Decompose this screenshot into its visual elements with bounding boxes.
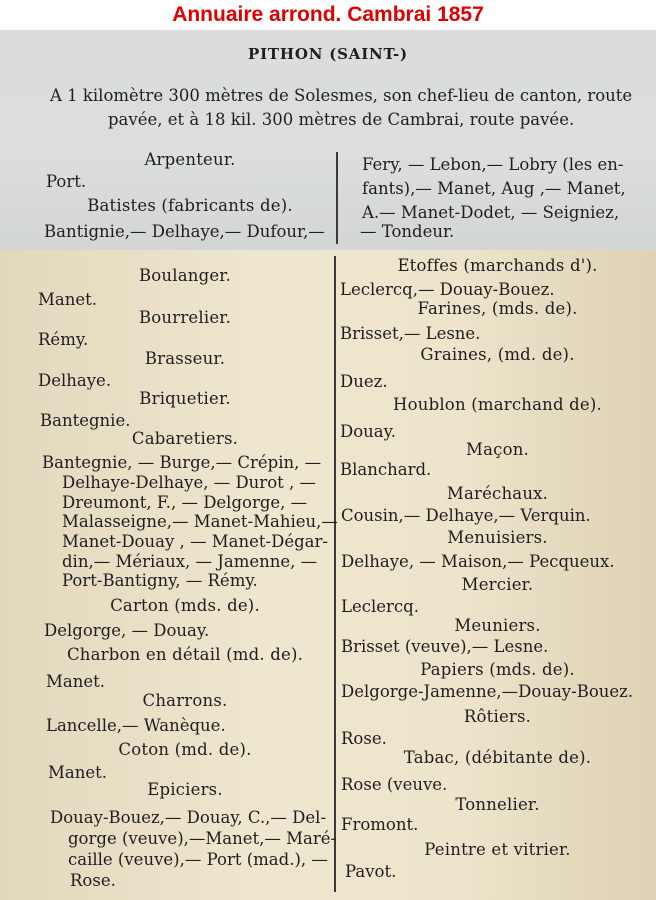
heading-charrons: Charrons. [142,691,228,710]
entry-rotiers: Rose. [341,729,387,748]
top-clipping [0,30,656,250]
entry-boulanger: Manet. [38,290,97,309]
entry-menuisiers: Delhaye, — Maison,— Pecqueux. [341,552,615,571]
heading-arpenteur: Arpenteur. [144,150,236,169]
heading-tonnelier: Tonnelier. [455,795,540,814]
entry-cabaretiers-7: Port-Bantigny, — Rémy. [62,571,258,590]
intro-line-2: pavée, et à 18 kil. 300 mètres de Cambrai, route pavée. [108,110,575,129]
entry-cabaretiers-5: Manet-Douay , — Manet-Dégar- [62,532,328,551]
entry-arpenteur: Port. [46,172,87,191]
heading-peintre: Peintre et vitrier. [424,840,571,859]
heading-cabaretiers: Cabaretiers. [131,429,239,448]
intro-line-1: A 1 kilomètre 300 mètres de Solesmes, son chef-lieu de canton, route [50,86,633,105]
entry-brasseur: Delhaye. [38,371,112,390]
entry-epiciers-4: Rose. [70,871,116,890]
entry-batistes-3: fants),— Manet, Aug ,— Manet, [362,179,626,198]
entry-cabaretiers-1: Bantegnie, — Burge,— Crépin, — [42,453,322,472]
entry-macon: Blanchard. [340,460,432,479]
entry-epiciers-1: Douay-Bouez,— Douay, C.,— Del- [50,808,327,827]
heading-bourrelier: Bourrelier. [138,308,232,327]
entry-etoffes: Leclercq,— Douay-Bouez. [340,280,555,299]
heading-houblon: Houblon (marchand de). [393,395,602,414]
bottom-clipping [0,250,656,900]
heading-graines: Graines, (md. de). [420,345,575,364]
heading-marechaux: Maréchaux. [446,484,549,503]
entry-charrons: Lancelle,— Wanèque. [46,716,226,735]
heading-coton: Coton (md. de). [118,740,252,759]
heading-macon: Maçon. [466,440,529,459]
entry-cabaretiers-6: din,— Mériaux, — Jamenne, — [62,552,318,571]
entry-tabac: Rose (veuve. [341,775,448,794]
entry-batistes-4: A.— Manet-Dodet, — Seigniez, [362,203,620,222]
heading-etoffes: Etoffes (marchands d'). [397,256,598,275]
entry-mercier: Leclercq. [341,597,419,616]
entry-marechaux: Cousin,— Delhaye,— Verquin. [341,506,591,525]
entry-cabaretiers-4: Malasseigne,— Manet-Mahieu,— [62,512,338,531]
entry-cabaretiers-2: Delhaye-Delhaye, — Durot , — [62,473,316,492]
entry-charbon: Manet. [46,672,105,691]
entry-carton: Delgorge, — Douay. [44,621,210,640]
entry-briquetier: Bantegnie. [40,411,131,430]
heading-briquetier: Briquetier. [139,389,231,408]
heading-charbon: Charbon en détail (md. de). [66,645,304,664]
heading-boulanger: Boulanger. [138,266,232,285]
heading-mercier: Mercier. [461,575,534,594]
entry-houblon: Douay. [340,422,397,441]
entry-tonnelier: Fromont. [341,815,419,834]
entry-epiciers-3: caille (veuve),— Port (mad.), — [68,850,328,869]
heading-epiciers: Epiciers. [147,780,223,799]
banner-title: Annuaire arrond. Cambrai 1857 [172,3,484,26]
entry-epiciers-2: gorge (veuve),—Manet,— Maré- [68,829,337,848]
entry-graines: Duez. [340,372,388,391]
heading-menuisiers: Menuisiers. [447,528,548,547]
heading-brasseur: Brasseur. [144,349,226,368]
entry-batistes-1: Bantignie,— Delhaye,— Dufour,— [44,222,325,241]
heading-tabac: Tabac, (débitante de). [403,748,592,767]
entry-peintre: Pavot. [345,862,397,881]
heading-farines: Farines, (mds. de). [417,299,578,318]
entry-bourrelier: Rémy. [38,330,89,349]
heading-carton: Carton (mds. de). [110,596,260,615]
entry-papiers: Delgorge-Jamenne,—Douay-Bouez. [341,682,634,701]
heading-batistes: Batistes (fabricants de). [87,196,293,215]
commune-title: PITHON (SAINT-) [248,45,408,63]
heading-rotiers: Rôtiers. [463,707,532,726]
entry-meuniers: Brisset (veuve),— Lesne. [341,637,549,656]
entry-batistes-5: — Tondeur. [360,222,455,241]
column-divider-bottom [334,256,336,892]
heading-papiers: Papiers (mds. de). [420,660,575,679]
entry-batistes-2: Fery, — Lebon,— Lobry (les en- [362,155,624,174]
heading-meuniers: Meuniers. [454,616,541,635]
entry-farines: Brisset,— Lesne. [340,324,481,343]
entry-cabaretiers-3: Dreumont, F., — Delgorge, — [62,493,308,512]
entry-coton: Manet. [48,763,107,782]
column-divider-top [336,152,338,244]
